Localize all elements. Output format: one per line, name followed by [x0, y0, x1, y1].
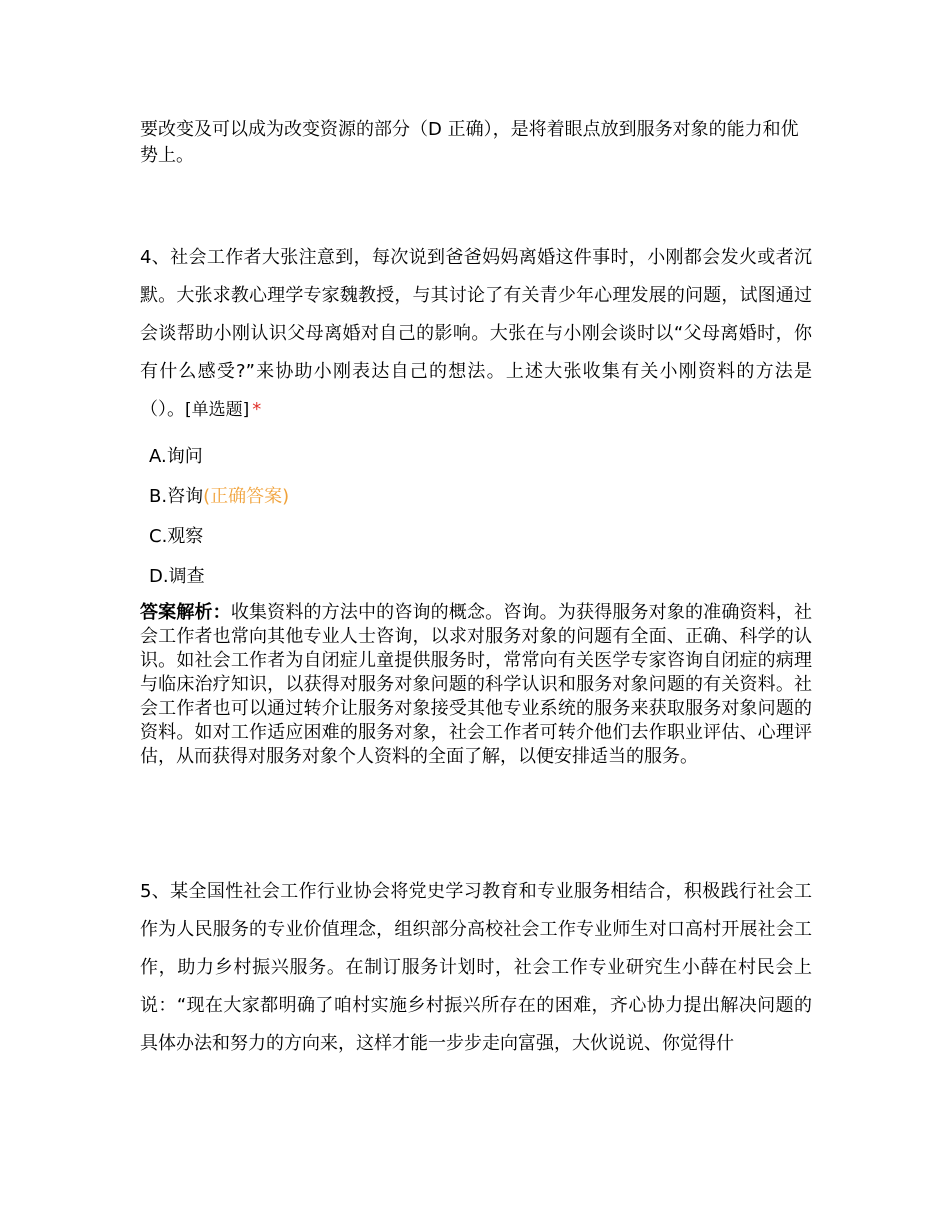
question-4-options	[149, 437, 649, 597]
question-4-stem	[140, 239, 812, 429]
option-b-text: B.咨询	[149, 486, 204, 507]
option-b	[149, 477, 649, 517]
option-d-text: D.调查	[149, 566, 205, 587]
question-5-text: 5、某全国性社会工作行业协会将党史学习教育和专业服务相结合，积极践行社会工作为人民服务的专业价值理念，组织部分高校社会工作专业师生对口高村开展社会工作，助力乡村振兴服务。在制订服务计划时，社会工作专业研究生小薛在村民会上说：“现在大家都明确了咱村实施乡村振兴所存在的困难，齐心协力提出解决问题的具体办法和努力的方向来，这样才能一步步走向富强，大伙说说、你觉得什	[140, 881, 812, 1054]
required-asterisk: *	[252, 399, 262, 420]
analysis-label: 答案解析：	[140, 602, 231, 623]
question-5-stem	[140, 873, 812, 1063]
option-c-text: C.观察	[149, 526, 204, 547]
previous-answer-analysis-tail	[140, 117, 812, 169]
option-a	[149, 437, 649, 477]
question-4-analysis	[140, 601, 812, 769]
intro-text: 要改变及可以成为改变资源的部分（D 正确），是将着眼点放到服务对象的能力和优势上。	[140, 119, 799, 166]
option-d	[149, 557, 649, 597]
analysis-text: 收集资料的方法中的咨询的概念。咨询。为获得服务对象的准确资料，社会工作者也常向其他专业人士咨询，以求对服务对象的问题有全面、正确、科学的认识。如社会工作者为自闭症儿童提供服务时，常常向有关医学专家咨询自闭症的病理与临床治疗知识，以获得对服务对象问题的科学认识和服务对象问题的有关资料。社会工作者也可以通过转介让服务对象接受其他专业系统的服务来获取服务对象问题的资料。如对工作适应困难的服务对象，社会工作者可转介他们去作职业评估、心理评估，从而获得对服务对象个人资料的全面了解，以便安排适当的服务。	[140, 602, 813, 767]
option-a-text: A.询问	[149, 446, 203, 467]
correct-answer-tag: (正确答案)	[203, 486, 290, 507]
question-4-text: 4、社会工作者大张注意到，每次说到爸爸妈妈离婚这件事时，小刚都会发火或者沉默。大张求教心理学专家魏教授，与其讨论了有关青少年心理发展的问题，试图通过会谈帮助小刚认识父母离婚对自己的影响。大张在与小刚会谈时以“父母离婚时，你有什么感受?”来协助小刚表达自己的想法。上述大张收集有关小刚资料的方法是（）。	[140, 247, 812, 420]
option-c	[149, 517, 649, 557]
question-type-label: [单选题]	[185, 400, 250, 420]
